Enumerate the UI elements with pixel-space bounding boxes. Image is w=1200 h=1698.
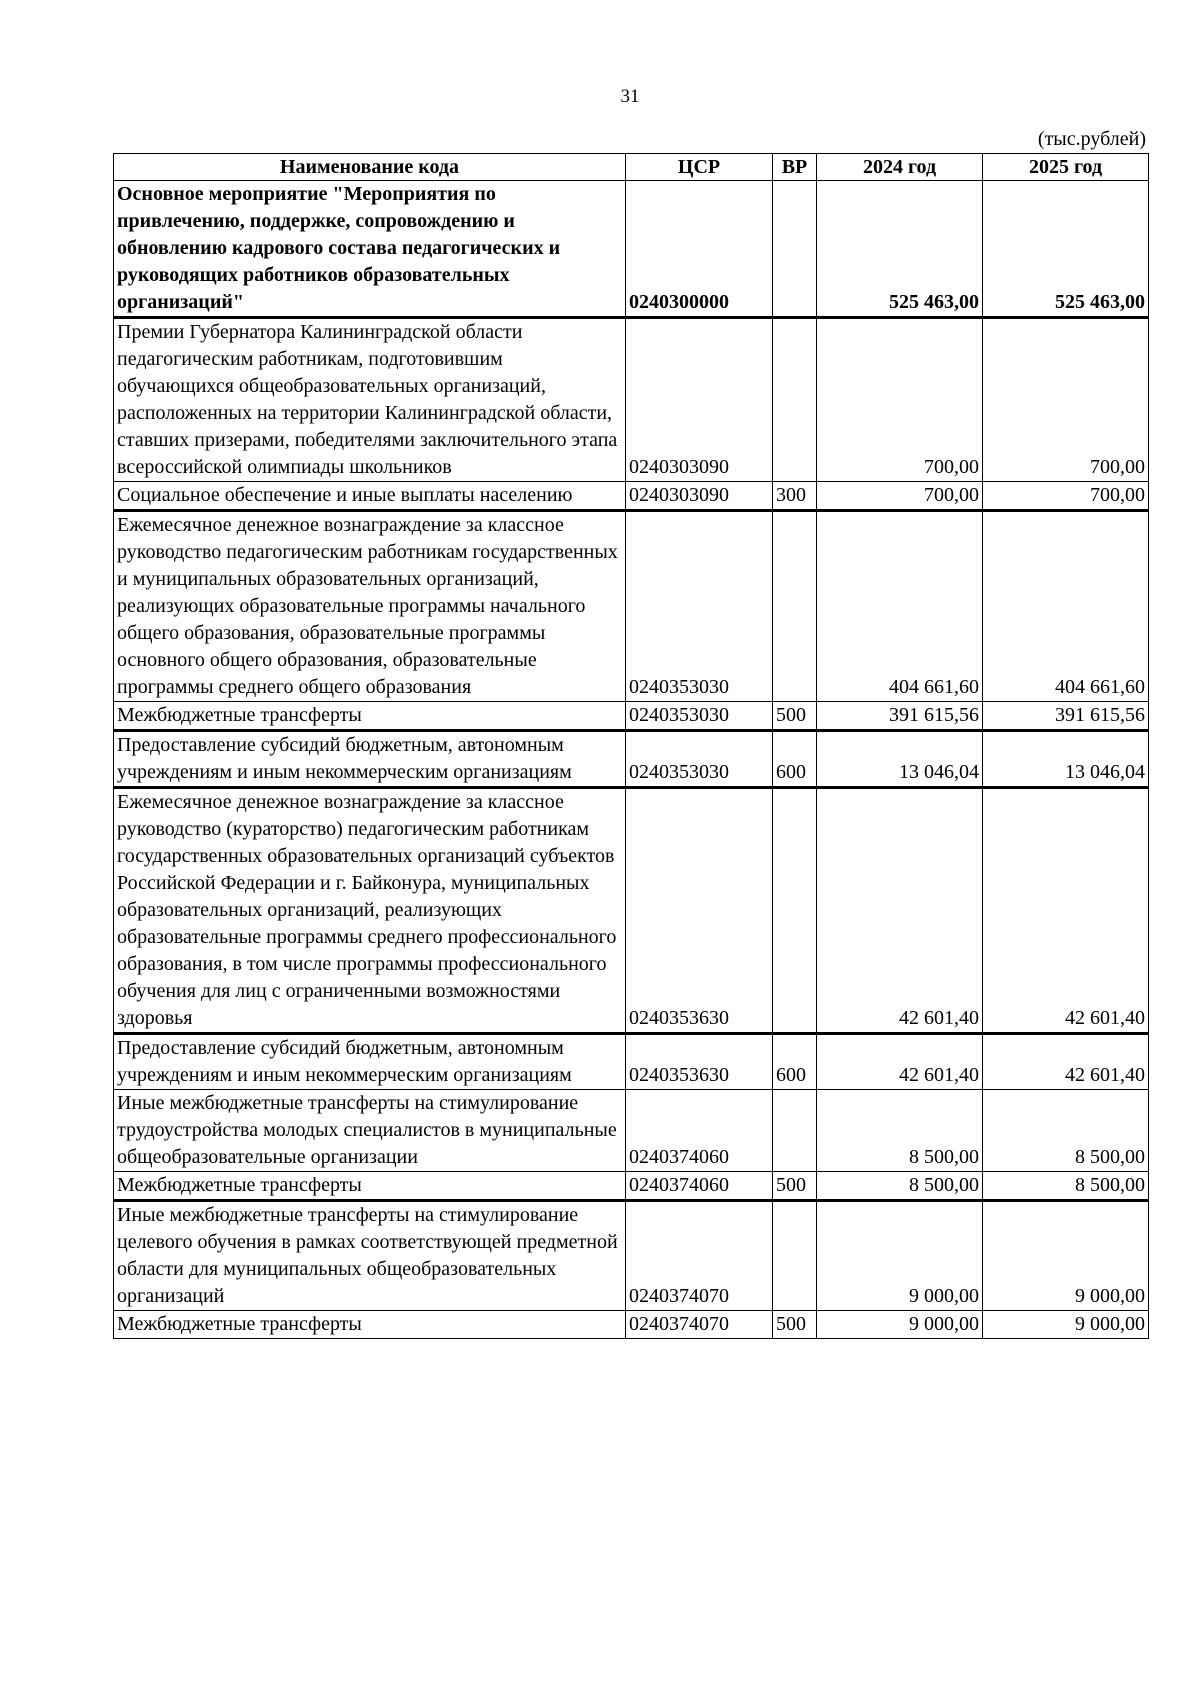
budget-table (113, 153, 1149, 1339)
row-csr: 0240353030 (626, 731, 773, 788)
row-vr: 500 (773, 1311, 817, 1339)
table-header-row (114, 154, 1149, 181)
row-2024: 700,00 (817, 482, 983, 511)
units-note: (тыс.рублей) (1037, 128, 1146, 150)
row-vr: 500 (773, 702, 817, 731)
row-2024: 391 615,56 (817, 702, 983, 731)
table-row (114, 1090, 1149, 1172)
header-2024: 2024 год (817, 154, 983, 181)
row-2024: 42 601,40 (817, 1034, 983, 1090)
row-2025: 8 500,00 (983, 1172, 1149, 1201)
table-body (114, 181, 1149, 1339)
header-csr: ЦСР (626, 154, 773, 181)
row-2025: 9 000,00 (983, 1311, 1149, 1339)
row-2024: 8 500,00 (817, 1090, 983, 1172)
header-vr: ВР (773, 154, 817, 181)
row-2024: 42 601,40 (817, 788, 983, 1034)
row-2024: 9 000,00 (817, 1201, 983, 1311)
table-row (114, 1311, 1149, 1339)
row-vr: 600 (773, 731, 817, 788)
row-csr: 0240353630 (626, 1034, 773, 1090)
header-2025: 2025 год (983, 154, 1149, 181)
row-csr: 0240374060 (626, 1090, 773, 1172)
table-row (114, 731, 1149, 788)
row-name: Межбюджетные трансферты (114, 1172, 626, 1201)
table-row (114, 181, 1149, 318)
row-csr: 0240374070 (626, 1311, 773, 1339)
row-name: Межбюджетные трансферты (114, 702, 626, 731)
table-row (114, 1201, 1149, 1311)
row-csr: 0240353030 (626, 511, 773, 702)
row-vr (773, 1201, 817, 1311)
row-2024: 13 046,04 (817, 731, 983, 788)
row-2025: 700,00 (983, 482, 1149, 511)
row-2025: 42 601,40 (983, 788, 1149, 1034)
row-2024: 404 661,60 (817, 511, 983, 702)
row-2024: 700,00 (817, 318, 983, 482)
row-2025: 13 046,04 (983, 731, 1149, 788)
row-csr: 0240374060 (626, 1172, 773, 1201)
row-name: Предоставление субсидий бюджетным, автономным учреждениям и иным некоммерческим организациям (114, 731, 626, 788)
row-2025: 525 463,00 (983, 181, 1149, 318)
row-name: Иные межбюджетные трансферты на стимулирование целевого обучения в рамках соответствующей предметной области для муниципальных общеобразовательных организаций (114, 1201, 626, 1311)
row-csr: 0240300000 (626, 181, 773, 318)
row-csr: 0240303090 (626, 482, 773, 511)
row-name: Предоставление субсидий бюджетным, автономным учреждениям и иным некоммерческим организациям (114, 1034, 626, 1090)
header-name: Наименование кода (114, 154, 626, 181)
row-vr (773, 511, 817, 702)
row-csr: 0240353630 (626, 788, 773, 1034)
row-csr: 0240353030 (626, 702, 773, 731)
row-2024: 9 000,00 (817, 1311, 983, 1339)
row-name: Межбюджетные трансферты (114, 1311, 626, 1339)
row-vr (773, 788, 817, 1034)
table-row (114, 1034, 1149, 1090)
row-csr: 0240374070 (626, 1201, 773, 1311)
row-vr: 300 (773, 482, 817, 511)
table-row (114, 511, 1149, 702)
row-2025: 404 661,60 (983, 511, 1149, 702)
row-vr: 500 (773, 1172, 817, 1201)
row-2025: 391 615,56 (983, 702, 1149, 731)
table-row (114, 702, 1149, 731)
page-number: 31 (620, 86, 640, 107)
row-name: Социальное обеспечение и иные выплаты населению (114, 482, 626, 511)
table-row (114, 788, 1149, 1034)
row-2025: 9 000,00 (983, 1201, 1149, 1311)
row-2025: 700,00 (983, 318, 1149, 482)
row-name: Основное мероприятие "Мероприятия по привлечению, поддержке, сопровождению и обновлению кадрового состава педагогических и руководящих работников образовательных организаций" (114, 181, 626, 318)
row-2025: 42 601,40 (983, 1034, 1149, 1090)
row-name: Ежемесячное денежное вознаграждение за классное руководство педагогическим работникам государственных и муниципальных образовательных организаций, реализующих образовательные программы начального общего образования, образовательные программы основного общего образования, образовательные программы среднего общего образования (114, 511, 626, 702)
table-row (114, 318, 1149, 482)
row-2024: 8 500,00 (817, 1172, 983, 1201)
row-name: Иные межбюджетные трансферты на стимулирование трудоустройства молодых специалистов в муниципальные общеобразовательные организации (114, 1090, 626, 1172)
row-vr (773, 1090, 817, 1172)
row-vr (773, 318, 817, 482)
row-csr: 0240303090 (626, 318, 773, 482)
table-row (114, 482, 1149, 511)
row-vr (773, 181, 817, 318)
row-name: Ежемесячное денежное вознаграждение за классное руководство (кураторство) педагогическим работникам государственных образовательных организаций субъектов Российской Федерации и г. Байконура, муниципальных образовательных организаций, реализующих образовательные программы среднего профессионального образования, в том числе программы профессионального обучения для лиц с ограниченными возможностями здоровья (114, 788, 626, 1034)
table-row (114, 1172, 1149, 1201)
row-name: Премии Губернатора Калининградской области педагогическим работникам, подготовившим обучающихся общеобразовательных организаций, расположенных на территории Калининградской области, ставших призерами, победителями заключительного этапа всероссийской олимпиады школьников (114, 318, 626, 482)
row-2025: 8 500,00 (983, 1090, 1149, 1172)
row-2024: 525 463,00 (817, 181, 983, 318)
row-vr: 600 (773, 1034, 817, 1090)
